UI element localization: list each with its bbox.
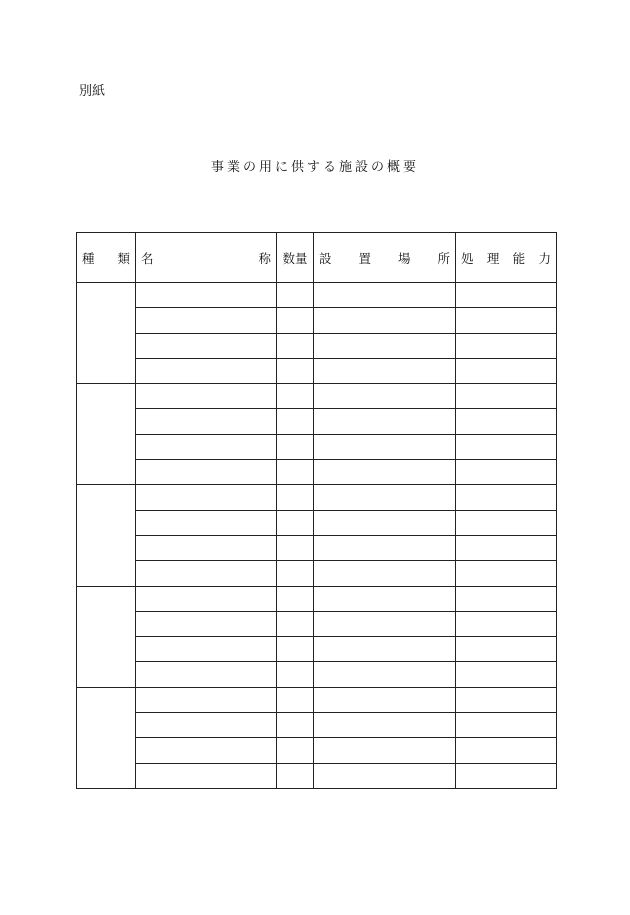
- header-char: 種: [82, 250, 95, 266]
- table-row: [77, 662, 557, 687]
- capacity-cell[interactable]: [456, 283, 557, 308]
- name-cell[interactable]: [136, 409, 277, 434]
- location-cell[interactable]: [314, 308, 456, 333]
- header-char: 数量: [282, 250, 308, 266]
- location-cell[interactable]: [314, 384, 456, 409]
- table-row: [77, 535, 557, 560]
- location-cell[interactable]: [314, 434, 456, 459]
- header-cell-3: [314, 233, 455, 282]
- name-cell[interactable]: [136, 485, 277, 510]
- name-cell[interactable]: [136, 662, 277, 687]
- header-char: 類: [117, 250, 130, 266]
- table-row: [77, 510, 557, 535]
- location-cell[interactable]: [314, 510, 456, 535]
- table-row: [77, 687, 557, 712]
- quantity-cell[interactable]: [277, 662, 314, 687]
- type-cell[interactable]: [77, 687, 136, 788]
- table-row: [77, 283, 557, 308]
- header-location: [314, 233, 456, 283]
- quantity-cell[interactable]: [277, 510, 314, 535]
- quantity-cell[interactable]: [277, 535, 314, 560]
- name-cell[interactable]: [136, 333, 277, 358]
- quantity-cell[interactable]: [277, 485, 314, 510]
- name-cell[interactable]: [136, 586, 277, 611]
- location-cell[interactable]: [314, 586, 456, 611]
- name-cell[interactable]: [136, 611, 277, 636]
- name-cell[interactable]: [136, 713, 277, 738]
- header-row: [77, 233, 557, 283]
- capacity-cell[interactable]: [456, 409, 557, 434]
- header-quantity: [277, 233, 314, 283]
- capacity-cell[interactable]: [456, 637, 557, 662]
- header-name: [136, 233, 277, 283]
- header-char: 理: [486, 250, 500, 266]
- header-char: 設: [319, 250, 332, 266]
- facility-table: [76, 232, 557, 789]
- header-cell-2: [277, 233, 313, 282]
- attachment-label: 別紙: [79, 84, 106, 99]
- name-cell[interactable]: [136, 460, 277, 485]
- table-row: [77, 434, 557, 459]
- location-cell[interactable]: [314, 662, 456, 687]
- header-cell-1: [136, 233, 276, 282]
- location-cell[interactable]: [314, 485, 456, 510]
- capacity-cell[interactable]: [456, 434, 557, 459]
- location-cell[interactable]: [314, 460, 456, 485]
- table-row: [77, 561, 557, 586]
- name-cell[interactable]: [136, 434, 277, 459]
- capacity-cell[interactable]: [456, 485, 557, 510]
- table-row: [77, 738, 557, 763]
- location-cell[interactable]: [314, 611, 456, 636]
- quantity-cell[interactable]: [277, 763, 314, 788]
- quantity-cell[interactable]: [277, 283, 314, 308]
- location-cell[interactable]: [314, 713, 456, 738]
- location-cell[interactable]: [314, 687, 456, 712]
- capacity-cell[interactable]: [456, 662, 557, 687]
- header-char: 名: [141, 250, 154, 266]
- capacity-cell[interactable]: [456, 561, 557, 586]
- table-row: [77, 713, 557, 738]
- type-cell[interactable]: [77, 384, 136, 485]
- header-type: [77, 233, 136, 283]
- header-cell-4: [456, 233, 556, 282]
- quantity-cell[interactable]: [277, 738, 314, 763]
- capacity-cell[interactable]: [456, 586, 557, 611]
- name-cell[interactable]: [136, 384, 277, 409]
- quantity-cell[interactable]: [277, 460, 314, 485]
- location-cell[interactable]: [314, 358, 456, 383]
- capacity-cell[interactable]: [456, 763, 557, 788]
- capacity-cell[interactable]: [456, 713, 557, 738]
- quantity-cell[interactable]: [277, 687, 314, 712]
- capacity-cell[interactable]: [456, 510, 557, 535]
- table-row: [77, 586, 557, 611]
- header-char: 置: [358, 250, 371, 266]
- name-cell[interactable]: [136, 738, 277, 763]
- capacity-cell[interactable]: [456, 687, 557, 712]
- document-title: 事業の用に供する施設の概要: [210, 160, 419, 175]
- location-cell[interactable]: [314, 409, 456, 434]
- table-row: [77, 637, 557, 662]
- table-row: [77, 763, 557, 788]
- capacity-cell[interactable]: [456, 358, 557, 383]
- table-row: [77, 611, 557, 636]
- capacity-cell[interactable]: [456, 738, 557, 763]
- name-cell[interactable]: [136, 308, 277, 333]
- quantity-cell[interactable]: [277, 434, 314, 459]
- table-row: [77, 409, 557, 434]
- table-row: [77, 358, 557, 383]
- header-cell-0: [77, 233, 135, 282]
- header-char: 場: [397, 250, 411, 266]
- location-cell[interactable]: [314, 333, 456, 358]
- quantity-cell[interactable]: [277, 561, 314, 586]
- name-cell[interactable]: [136, 358, 277, 383]
- type-cell[interactable]: [77, 283, 136, 384]
- name-cell[interactable]: [136, 535, 277, 560]
- quantity-cell[interactable]: [277, 637, 314, 662]
- quantity-cell[interactable]: [277, 586, 314, 611]
- name-cell[interactable]: [136, 510, 277, 535]
- quantity-cell[interactable]: [277, 409, 314, 434]
- quantity-cell[interactable]: [277, 333, 314, 358]
- header-char: 能: [512, 250, 526, 266]
- name-cell[interactable]: [136, 763, 277, 788]
- location-cell[interactable]: [314, 535, 456, 560]
- name-cell[interactable]: [136, 561, 277, 586]
- quantity-cell[interactable]: [277, 384, 314, 409]
- location-cell[interactable]: [314, 637, 456, 662]
- location-cell[interactable]: [314, 283, 456, 308]
- name-cell[interactable]: [136, 687, 277, 712]
- table-body: [77, 283, 557, 789]
- capacity-cell[interactable]: [456, 535, 557, 560]
- table-row: [77, 333, 557, 358]
- capacity-cell[interactable]: [456, 333, 557, 358]
- header-char: 所: [437, 250, 450, 266]
- name-cell[interactable]: [136, 283, 277, 308]
- capacity-cell[interactable]: [456, 460, 557, 485]
- table-row: [77, 460, 557, 485]
- capacity-cell[interactable]: [456, 611, 557, 636]
- type-cell[interactable]: [77, 586, 136, 687]
- quantity-cell[interactable]: [277, 358, 314, 383]
- table-row: [77, 384, 557, 409]
- capacity-cell[interactable]: [456, 384, 557, 409]
- location-cell[interactable]: [314, 561, 456, 586]
- quantity-cell[interactable]: [277, 611, 314, 636]
- header-char: 処: [461, 250, 474, 266]
- header-char: 力: [538, 250, 551, 266]
- table-row: [77, 485, 557, 510]
- type-cell[interactable]: [77, 485, 136, 586]
- quantity-cell[interactable]: [277, 308, 314, 333]
- capacity-cell[interactable]: [456, 308, 557, 333]
- table-row: [77, 308, 557, 333]
- name-cell[interactable]: [136, 637, 277, 662]
- location-cell[interactable]: [314, 738, 456, 763]
- header-char: 称: [258, 250, 271, 266]
- quantity-cell[interactable]: [277, 713, 314, 738]
- header-capacity: [456, 233, 557, 283]
- location-cell[interactable]: [314, 763, 456, 788]
